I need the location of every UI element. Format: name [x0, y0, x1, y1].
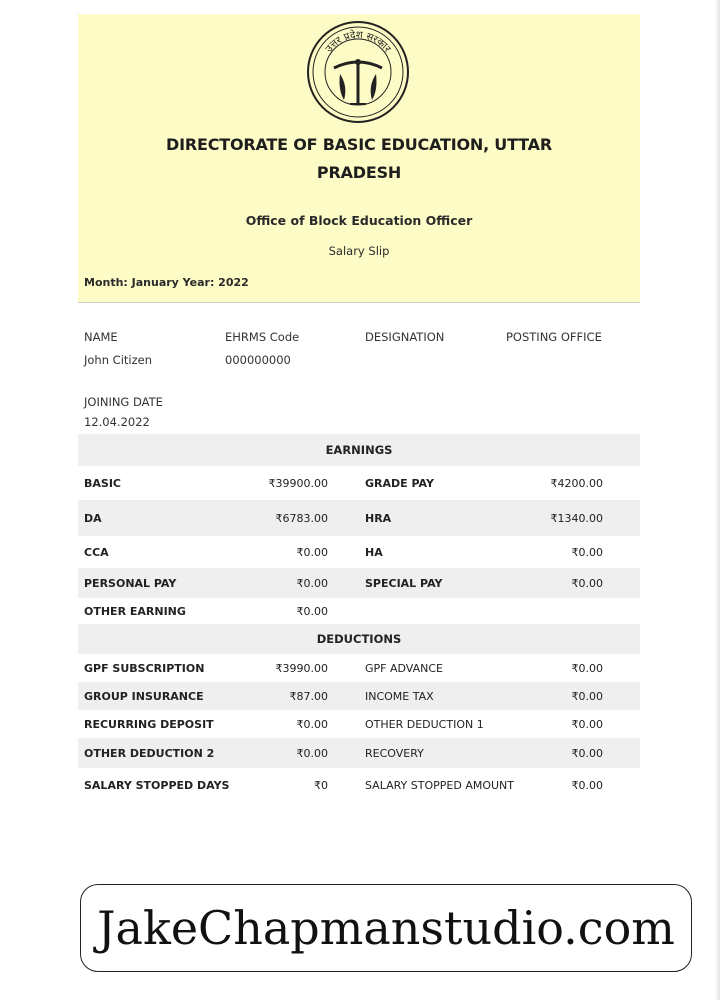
- deduction-label: SALARY STOPPED AMOUNT: [365, 778, 514, 792]
- title-line-2: PRADESH: [316, 163, 402, 182]
- deductions-row: [78, 710, 640, 738]
- deduction-value: ₹0.00: [571, 661, 603, 675]
- earning-value: ₹0.00: [571, 576, 603, 590]
- posting-office-label: POSTING OFFICE: [506, 330, 602, 344]
- earning-value: [508, 598, 603, 624]
- deduction-label: OTHER DEDUCTION 1: [365, 717, 484, 731]
- earnings-row: [78, 598, 640, 624]
- earning-label: CCA: [84, 545, 109, 559]
- ehrms-label: EHRMS Code: [225, 330, 300, 344]
- earning-label: PERSONAL PAY: [84, 576, 177, 590]
- deduction-value: ₹87.00: [289, 689, 328, 703]
- title-line-1: DIRECTORATE OF BASIC EDUCATION, UTTAR: [166, 135, 552, 154]
- earning-label: SPECIAL PAY: [365, 576, 443, 590]
- earning-label: HRA: [365, 511, 392, 525]
- svg-text:उत्तर प्रदेश सरकार: उत्तर प्रदेश सरकार: [323, 29, 393, 55]
- month-year: Month: January Year: 2022: [84, 276, 249, 289]
- name-label: NAME: [84, 330, 118, 344]
- salary-slip: [78, 14, 640, 792]
- deductions-header: [78, 624, 640, 654]
- earning-label: OTHER EARNING: [84, 604, 186, 618]
- earning-value: ₹1340.00: [550, 511, 603, 525]
- earning-value: ₹0.00: [571, 545, 603, 559]
- designation-field: [365, 330, 444, 353]
- joining-date-field: [84, 395, 163, 429]
- deduction-label: SALARY STOPPED DAYS: [84, 778, 230, 792]
- deduction-label: INCOME TAX: [365, 689, 434, 703]
- deductions-row: [78, 654, 640, 682]
- deduction-label: GROUP INSURANCE: [84, 689, 204, 703]
- deduction-value: ₹0.00: [571, 746, 603, 760]
- ehrms-field: [225, 330, 299, 367]
- deduction-value: ₹3990.00: [275, 661, 328, 675]
- earnings-row: [78, 500, 640, 536]
- deduction-value: ₹0.00: [296, 717, 328, 731]
- earning-label: BASIC: [84, 476, 121, 490]
- earning-value: ₹39900.00: [268, 476, 328, 490]
- joining-date-value: 12.04.2022: [84, 415, 150, 429]
- slip-header: [78, 14, 640, 303]
- designation-label: DESIGNATION: [365, 330, 445, 344]
- earning-value: ₹6783.00: [275, 511, 328, 525]
- deduction-value: ₹0.00: [571, 778, 603, 792]
- name-field: [84, 330, 152, 367]
- earnings-title: EARNINGS: [325, 443, 393, 457]
- earning-label: GRADE PAY: [365, 476, 434, 490]
- deduction-value: ₹0.00: [571, 689, 603, 703]
- deductions-title: DEDUCTIONS: [316, 632, 402, 646]
- watermark-banner: JakeChapmanstudio.com: [80, 884, 692, 972]
- up-government-emblem: [304, 16, 412, 128]
- earning-label: DA: [84, 511, 102, 525]
- slip-label: Salary Slip: [328, 244, 390, 258]
- earnings-row: [78, 466, 640, 500]
- page-edge-shadow: [715, 0, 720, 1000]
- earning-value: ₹0.00: [296, 576, 328, 590]
- deductions-row: [78, 738, 640, 768]
- deduction-value: ₹0.00: [296, 746, 328, 760]
- deductions-row: [78, 768, 640, 802]
- deduction-label: RECURRING DEPOSIT: [84, 717, 214, 731]
- deduction-label: RECOVERY: [365, 746, 424, 760]
- name-value: John Citizen: [84, 353, 152, 367]
- deductions-row: [78, 682, 640, 710]
- deduction-value: ₹0.00: [571, 717, 603, 731]
- directorate-title: [78, 131, 640, 187]
- deduction-label: GPF SUBSCRIPTION: [84, 661, 205, 675]
- ehrms-value: 000000000: [225, 353, 291, 367]
- earnings-header: [78, 434, 640, 466]
- posting-office-field: [506, 330, 602, 353]
- deduction-value: ₹0: [314, 778, 328, 792]
- earnings-row: [78, 536, 640, 568]
- earnings-row: [78, 568, 640, 598]
- joining-date-label: JOINING DATE: [84, 395, 163, 409]
- earning-label: HA: [365, 545, 383, 559]
- earning-value: ₹0.00: [296, 545, 328, 559]
- deduction-label: GPF ADVANCE: [365, 661, 443, 675]
- deduction-label: OTHER DEDUCTION 2: [84, 746, 215, 760]
- office-name: Office of Block Education Officer: [245, 213, 473, 228]
- earning-value: ₹0.00: [296, 604, 328, 618]
- earning-value: ₹4200.00: [550, 476, 603, 490]
